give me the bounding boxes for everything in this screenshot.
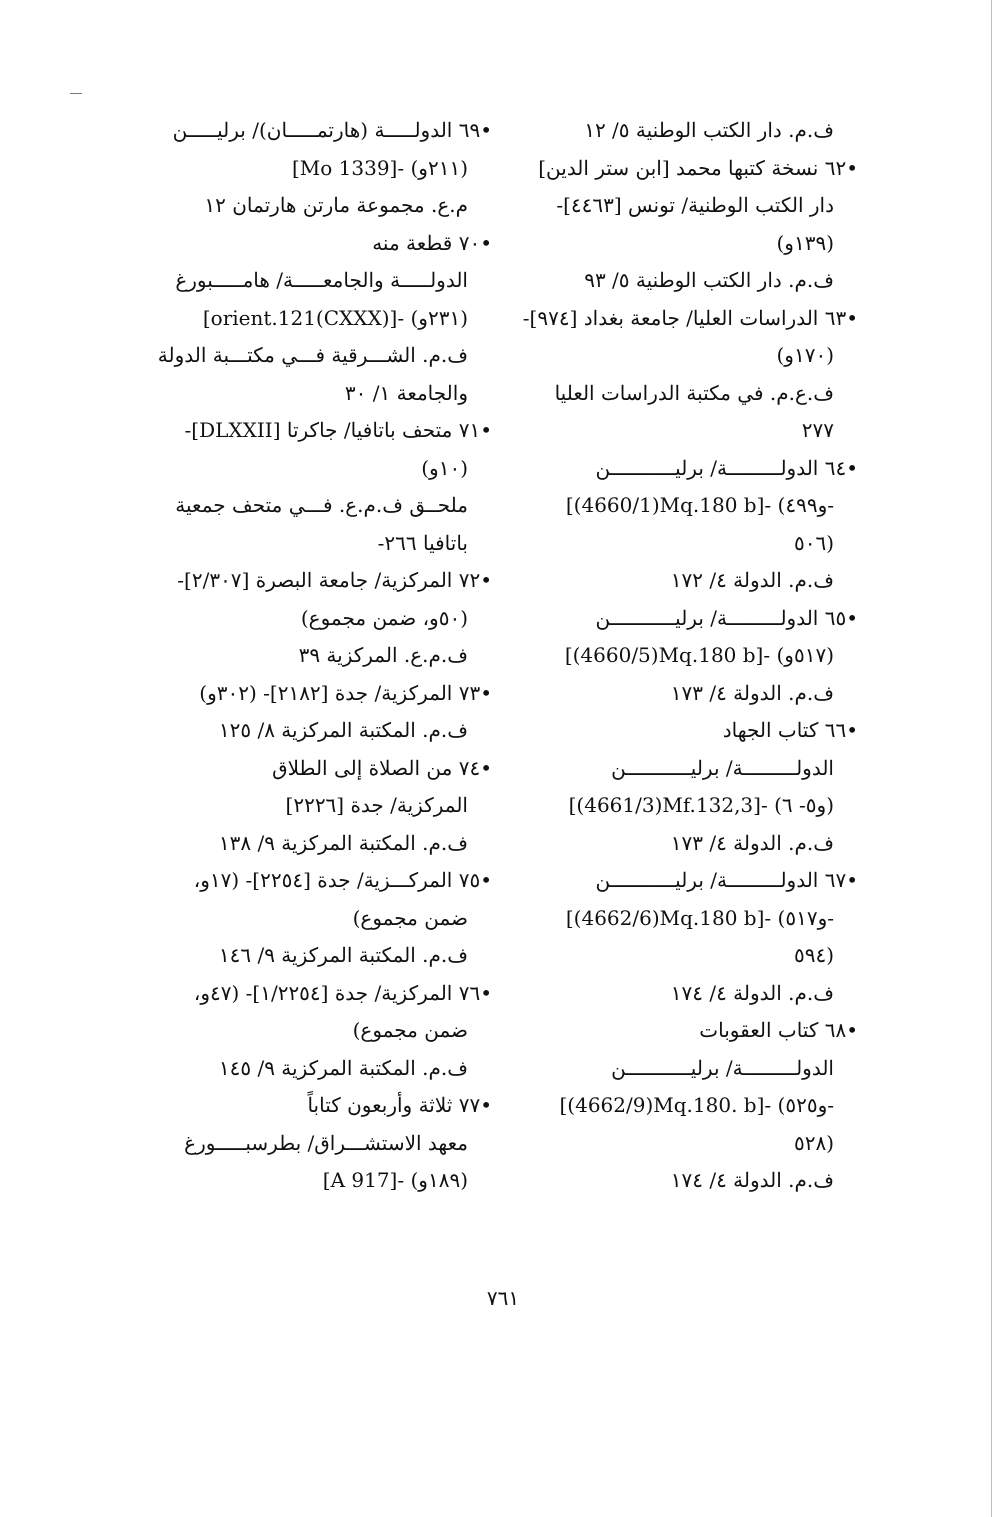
text-line: ف.م. الدولة ٤/ ١٧٣ (670, 830, 834, 855)
text-line: ٢٧٧ (801, 418, 834, 442)
text-line: الدولـــــة والجامعـــــة/ هامـــــبورغ (175, 268, 468, 292)
text-line: •٧٤ من الصلاة إلى الطلاق (272, 755, 492, 780)
text-line: •٦٩ الدولـــــة (هارتمـــــان)/ برليـــــن (172, 118, 492, 142)
text-line: •٧٧ ثلاثة وأربعون كتاباً (307, 1093, 492, 1117)
text-line: •٦٨ كتاب العقوبات (699, 1018, 858, 1042)
text-line: ٥٩٤) (793, 943, 834, 967)
text-line: •٧١ متحف باتافيا/ جاكرتا [DLXXII]- (184, 418, 492, 442)
text-line: ف.م. الدولة ٤/ ١٧٣ (670, 680, 834, 705)
text-line: (١٠و) (421, 455, 468, 480)
text-line: [(4660/1)Mq.180 b]- (و٤٩٩- (565, 493, 834, 517)
text-line: •٧٦ المركزية/ جدة [١/٢٢٥٤]- (٤٧و، (193, 980, 492, 1005)
text-line: •٦٣ الدراسات العليا/ جامعة بغداد [٩٧٤]- (522, 305, 858, 330)
text-line: ف.م. المكتبة المركزية ٩/ ١٣٨ (218, 830, 468, 855)
text-line: [(4661/3)Mf.132,3]- (و٥- ٦) (568, 793, 834, 817)
text-line: ملحــق ف.م.ع. فـــي متحف جمعية (175, 493, 468, 517)
text-line: م.ع. مجموعة مارتن هارتمان ١٢ (204, 193, 468, 217)
text-line: ف.م. الدولة ٤/ ١٧٤ (670, 1168, 834, 1192)
text-line: •٧٣ المركزية/ جدة [٢١٨٢]- (٣٠٢و) (199, 680, 492, 705)
text-line: والجامعة ١/ ٣٠ (344, 380, 468, 405)
text-line: [orient.121(CXXX)]- (٢٣١و) (202, 305, 468, 330)
text-line: ف.م. دار الكتب الوطنية ٥/ ١٢ (584, 118, 834, 142)
top-margin-mark (70, 93, 82, 94)
left-column (132, 112, 492, 1200)
text-line: دار الكتب الوطنية/ تونس [٤٤٦٣]- (556, 193, 834, 217)
text-line: ف.م. الدولة ٤/ ١٧٤ (670, 980, 834, 1005)
text-line: (١٣٩و) (776, 230, 834, 255)
text-line: الدولـــــــــة/ برليـــــــــــن (611, 1055, 834, 1080)
text-line: [Mo 1339]- (٢١١و) (291, 155, 468, 180)
text-line: •٧٥ المركـــزية/ جدة [٢٢٥٤]- (١٧و، (193, 868, 492, 892)
text-line: [(4660/5)Mq.180 b]- (٥١٧و) (564, 643, 834, 667)
text-line: ٥٠٦) (793, 530, 834, 555)
text-line: معهد الاستشـــراق/ بطرسبـــــورغ (184, 1130, 468, 1155)
text-line: ضمن مجموع) (352, 905, 468, 930)
text-line: باتافيا ٢٦٦- (377, 530, 468, 555)
text-line: الدولـــــــــة/ برليـــــــــــن (611, 755, 834, 780)
text-line: ف.م.ع. المركزية ٣٩ (298, 643, 468, 667)
text-line: [(4662/6)Mq.180 b]- (و٥١٧- (565, 905, 834, 930)
text-line: ف.م. دار الكتب الوطنية ٥/ ٩٣ (584, 268, 834, 292)
text-line: ف.م. الدولة ٤/ ١٧٢ (670, 568, 834, 592)
text-line: •٦٦ كتاب الجهاد (722, 718, 858, 742)
text-line: ف.م. المكتبة المركزية ٩/ ١٤٦ (218, 943, 468, 967)
text-line: •٧٠ قطعة منه (372, 230, 492, 255)
text-line: ف.م. المكتبة المركزية ٨/ ١٢٥ (218, 718, 468, 742)
text-line: (١٧٠و) (776, 343, 834, 367)
text-line: (٥٠و، ضمن مجموع) (300, 605, 468, 630)
text-line: •٧٢ المركزية/ جامعة البصرة [٢/٣٠٧]- (177, 568, 492, 592)
text-line: المركزية/ جدة [٢٢٢٦] (285, 793, 468, 817)
text-line: •٦٢ نسخة كتبها محمد [ابن ستر الدين] (538, 155, 858, 180)
text-line: ضمن مجموع) (352, 1018, 468, 1042)
text-line: [A 917]- (١٨٩و) (322, 1168, 468, 1192)
text-line: •٦٥ الدولـــــــــة/ برليـــــــــــن (595, 605, 858, 630)
text-line: ٥٢٨) (793, 1130, 834, 1155)
text-line: ف.م. الشـــرقية فـــي مكتـــبة الدولة (157, 343, 468, 367)
text-line: [(4662/9)Mq.180. b]- (و٥٢٥- (559, 1093, 834, 1117)
text-line: ف.ع.م. في مكتبة الدراسات العليا (554, 380, 834, 405)
text-line: •٦٧ الدولـــــــــة/ برليـــــــــــن (595, 868, 858, 892)
text-line: ف.م. المكتبة المركزية ٩/ ١٤٥ (218, 1055, 468, 1080)
right-column (498, 112, 858, 1200)
text-line: •٦٤ الدولـــــــــة/ برليـــــــــــن (595, 455, 858, 480)
page-number: ٧٦١ (486, 1286, 520, 1310)
